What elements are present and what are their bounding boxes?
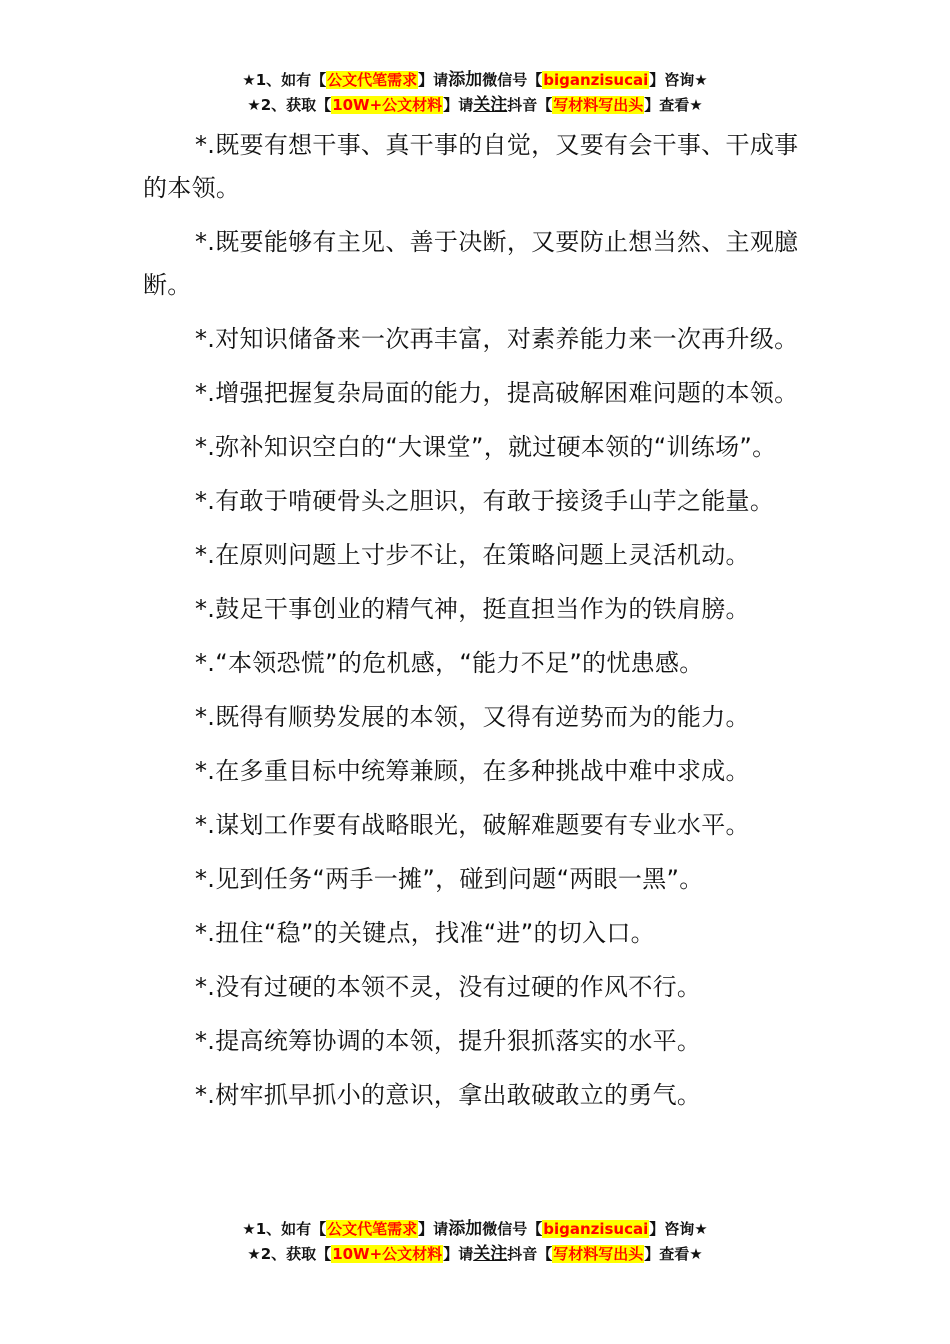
notice-text: 微信号【 [482,1220,543,1238]
paragraph: *.扭住“稳”的关键点，找准“进”的切入口。 [195,919,655,947]
paragraph: *.提高统筹协调的本领，提升狠抓落实的水平。 [195,1027,702,1055]
paragraph: *.树牢抓早抓小的意识，拿出敢破敢立的勇气。 [195,1081,702,1109]
highlight-douyin-account: 写材料写出头 [553,1245,644,1263]
paragraph: *.有敢于啃硬骨头之胆识，有敢于接烫手山芋之能量。 [195,487,775,515]
notice-text: 】请 [418,71,449,89]
notice-text: 】咨询★ [649,71,708,89]
highlight-douyin-account: 写材料写出头 [553,96,644,114]
notice-text: ★2、获取【 [247,96,332,114]
notice-text: 】请 [443,1245,474,1263]
notice-text: 】请 [443,96,474,114]
paragraph: *.见到任务“两手一摊”，碰到问题“两眼一黑”。 [195,865,704,893]
paragraph: *.既得有顺势发展的本领，又得有逆势而为的能力。 [195,703,750,731]
highlight-service: 公文代笔需求 [327,71,418,89]
highlight-service: 公文代笔需求 [327,1220,418,1238]
paragraph: *.既要能够有主见、善于决断，又要防止想当然、主观臆断。 [143,228,799,299]
highlight-materials: 10W+公文材料 [332,1245,443,1263]
paragraph: *.鼓足干事创业的精气神，挺直担当作为的铁肩膀。 [195,595,750,623]
notice-line-2 [0,93,950,118]
highlight-wechat-id: biganzisucai [543,1220,649,1238]
document-body [143,124,815,1128]
paragraph: *.既要有想干事、真干事的自觉，又要有会干事、干成事的本领。 [143,131,799,202]
paragraph: *.在多重目标中统筹兼顾，在多种挑战中难中求成。 [195,757,750,785]
notice-text: 微信号【 [482,71,543,89]
footer-notice [0,1217,950,1267]
paragraph: *.没有过硬的本领不灵，没有过硬的作风不行。 [195,973,702,1001]
notice-text: 关注 [473,1244,508,1264]
highlight-wechat-id: biganzisucai [543,71,649,89]
notice-text: 抖音【 [507,1245,553,1263]
notice-text: 】查看★ [644,96,703,114]
notice-text: 抖音【 [507,96,553,114]
notice-line-1 [0,1217,950,1242]
notice-text: 】咨询★ [649,1220,708,1238]
notice-text: ★1、如有【 [242,1220,327,1238]
notice-text: 添加 [448,1219,483,1239]
notice-text: ★1、如有【 [242,71,327,89]
highlight-materials: 10W+公文材料 [332,96,443,114]
paragraph: *.弥补知识空白的“大课堂”，就过硬本领的“训练场”。 [195,433,777,461]
paragraph: *.谋划工作要有战略眼光，破解难题要有专业水平。 [195,811,750,839]
paragraph: *.在原则问题上寸步不让，在策略问题上灵活机动。 [195,541,750,569]
paragraph: *.对知识储备来一次再丰富，对素养能力来一次再升级。 [195,325,799,353]
notice-text: ★2、获取【 [247,1245,332,1263]
header-notice [0,68,950,118]
notice-text: 】请 [418,1220,449,1238]
paragraph: *.增强把握复杂局面的能力，提高破解困难问题的本领。 [195,379,799,407]
notice-line-2 [0,1242,950,1267]
paragraph: *.“本领恐慌”的危机感，“能力不足”的忧患感。 [195,649,704,677]
notice-text: 】查看★ [644,1245,703,1263]
notice-text: 添加 [448,70,483,90]
notice-text: 关注 [473,95,508,115]
notice-line-1 [0,68,950,93]
